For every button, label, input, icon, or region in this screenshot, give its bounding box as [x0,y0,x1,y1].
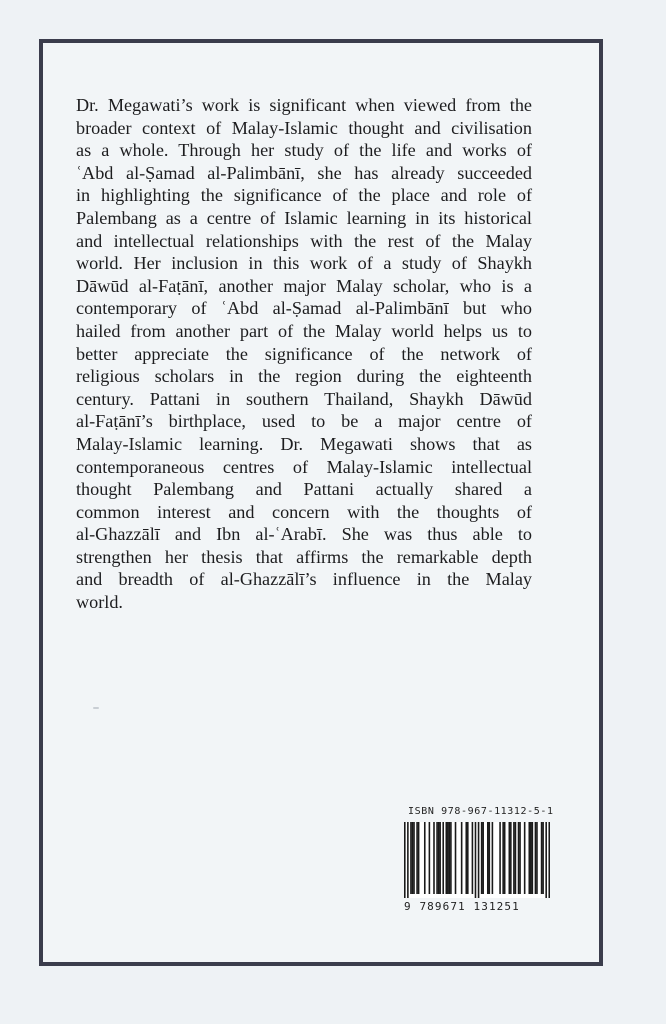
barcode-bar [489,822,491,894]
blurb-line: al-Ghazzālī and Ibn al-ʿArabī. She was thus able to [76,524,532,545]
barcode-bar [410,822,412,894]
barcode-bar [535,822,537,894]
barcode-bar [481,822,483,894]
blurb-line: world. Her inclusion in this work of a study of Shaykh [76,253,532,274]
blurb-line: as a whole. Through her study of the life and works of [76,140,532,161]
blurb-line: strengthen her thesis that affirms the remarkable depth [76,546,532,567]
blurb-line: century. Pattani in southern Thailand, Shaykh Dāwūd [76,388,532,409]
barcode-icon [404,822,550,898]
barcode-bar [467,822,469,894]
barcode-digits: 9 789671 131251 [404,900,520,913]
blurb-line: and intellectual relationships with the rest of the Malay [76,230,532,251]
barcode-bar [455,822,457,894]
blurb-line: Palembang as a centre of Islamic learning in its historical [76,207,532,228]
blurb-line: hailed from another part of the Malay world helps us to [76,320,532,341]
blurb-line: contemporary of ʿAbd al-Ṣamad al-Palimbānī but who [76,298,532,319]
barcode-bar [528,822,530,894]
blurb-line: contemporaneous centres of Malay-Islamic intellectual [76,456,532,477]
barcode-bar [548,822,550,898]
barcode-bar [449,822,451,894]
blurb-text [76,94,532,614]
barcode-bar [513,822,515,894]
barcode-bar [418,822,420,894]
barcode-bar [450,822,452,894]
barcode-bar [429,822,431,894]
barcode-bar [524,822,526,894]
blurb-line: and breadth of al-Ghazzālī’s influence in the Malay [76,569,532,590]
blurb-line: world. [76,592,123,613]
blurb-line: Dr. Megawati’s work is significant when viewed from the [76,95,532,115]
barcode-bar [545,822,547,898]
barcode-bar [416,822,418,894]
barcode-bar [515,822,517,894]
barcode-bar [504,822,506,894]
barcode-bar [472,822,474,894]
barcode-bar [461,822,463,894]
barcode-bar [487,822,489,894]
barcode-bar [499,822,501,894]
barcode-bar [530,822,532,894]
barcode-bar [439,822,441,894]
barcode-bar [424,822,426,894]
barcode-bar [532,822,534,894]
barcode-bar [438,822,440,894]
blurb-line: in highlighting the significance of the place and role of [76,185,532,206]
barcode-bar [412,822,414,894]
barcode-bar [413,822,415,894]
barcode-bar [407,822,409,898]
barcode-bar [541,822,543,894]
barcode-bar [542,822,544,894]
barcode-bar [478,822,480,898]
barcode-bar [519,822,521,894]
paper-speck [93,707,99,709]
barcode-bar [536,822,538,894]
isbn-label: ISBN 978-967-11312-5-1 [408,806,554,817]
barcode-bar [518,822,520,894]
blurb-line: Malay-Islamic learning. Dr. Megawati shows that as [76,433,532,454]
blurb-line: common interest and concern with the thoughts of [76,501,532,522]
barcode-bar [509,822,511,894]
blurb-line: better appreciate the significance of the network of [76,343,532,364]
barcode-bar [442,822,444,894]
barcode-bar [465,822,467,894]
barcode-bar [475,822,477,898]
blurb-line: religious scholars in the region during the eighteenth [76,366,532,387]
barcode-bar [404,822,406,898]
barcode-bar [436,822,438,894]
blurb-line: ʿAbd al-Ṣamad al-Palimbānī, she has already succeeded [76,162,532,183]
isbn-barcode-block [404,806,554,916]
barcode-bar [433,822,435,894]
barcode-bar [482,822,484,894]
barcode-bar [502,822,504,894]
barcode-bar [492,822,494,894]
blurb-line: broader context of Malay-Islamic thought and civilisation [76,117,532,138]
blurb-line: thought Palembang and Pattani actually shared a [76,479,532,500]
barcode-bar [510,822,512,894]
barcode-bar [445,822,447,894]
blurb-line: al-Faṭānī’s birthplace, used to be a major centre of [76,411,532,432]
blurb-line: Dāwūd al-Faṭānī, another major Malay scholar, who is a [76,275,532,296]
barcode-bar [447,822,449,894]
